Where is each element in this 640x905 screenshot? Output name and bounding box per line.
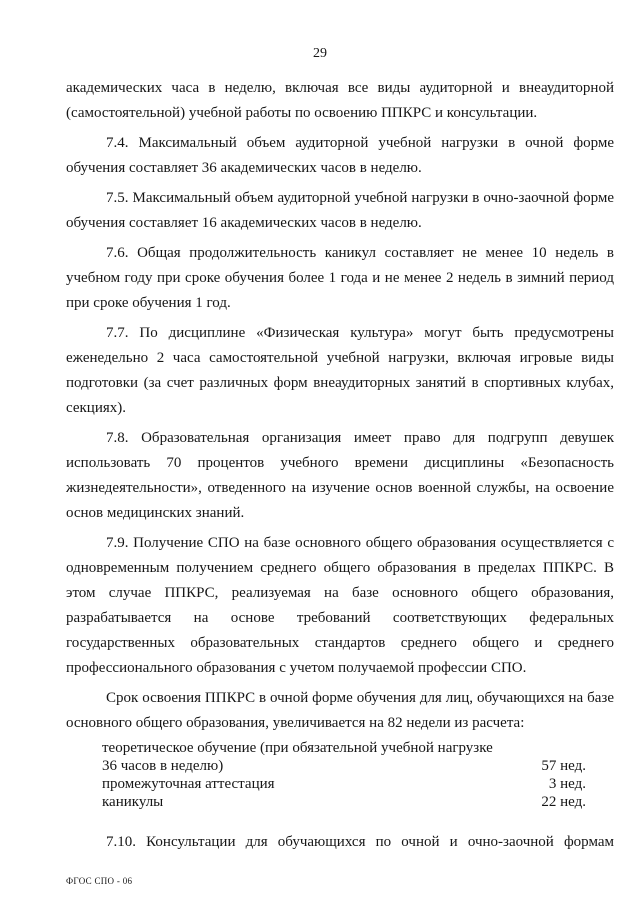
paragraph-term: Срок освоения ППКРС в очной форме обучения для лиц, обучающихся на базе основного общего образования, увеличивается на 82 недели из расчета: [66,690,614,731]
paragraph-7-7: 7.7. По дисциплине «Физическая культура» могут быть предусмотрены еженедельно 2 часа самостоятельной учебной нагрузки, включая игровые виды подготовки (за счет различных форм внеаудиторных занятий в спортивных клубах, секциях). [66,325,614,416]
footer-code: ФГОС СПО - 06 [66,876,133,886]
schedule-value: 57 нед. [541,758,586,774]
body-text [66,76,614,736]
schedule-list [102,739,586,811]
paragraph-continuation: академических часа в неделю, включая все виды аудиторной и внеаудиторной (самостоятельной) учебной работы по освоению ППКРС и консультации. [66,80,614,121]
paragraph-7-9: 7.9. Получение СПО на базе основного общего образования осуществляется с одновременным получением среднего общего образования в пределах ППКРС. В этом случае ППКРС, реализуемая на базе основного общего образования, разрабатывается на основе требований соответствующих федеральных государственных образовательных стандартов среднего общего и среднего профессионального образования с учетом получаемой профессии СПО. [66,535,614,676]
schedule-value: 22 нед. [541,794,586,810]
page-number: 29 [313,46,327,61]
paragraph-7-5: 7.5. Максимальный объем аудиторной учебной нагрузки в очно-заочной форме обучения составляет 16 академических часов в неделю. [66,190,614,231]
body-text-end [66,830,614,855]
paragraph-7-4: 7.4. Максимальный объем аудиторной учебной нагрузки в очной форме обучения составляет 36 академических часов в неделю. [66,135,614,176]
schedule-label: теоретическое обучение (при обязательной учебной нагрузке 36 часов в неделю) [102,740,493,774]
schedule-row [102,739,586,775]
paragraph-7-8: 7.8. Образовательная организация имеет право для подгрупп девушек использовать 70 процентов учебного времени дисциплины «Безопасность жизнедеятельности», отведенного на изучение основ военной службы, на освоение основ медицинских знаний. [66,430,614,521]
schedule-label: промежуточная аттестация [102,776,275,792]
paragraph-7-6: 7.6. Общая продолжительность каникул составляет не менее 10 недель в учебном году при сроке обучения более 1 года и не менее 2 недель в зимний период при сроке обучения 1 год. [66,245,614,311]
schedule-value: 3 нед. [548,776,586,792]
paragraph-7-10: 7.10. Консультации для обучающихся по очной и очно-заочной формам [106,834,614,850]
schedule-label: каникулы [102,794,164,810]
schedule-row [102,793,586,811]
schedule-row [102,775,586,793]
